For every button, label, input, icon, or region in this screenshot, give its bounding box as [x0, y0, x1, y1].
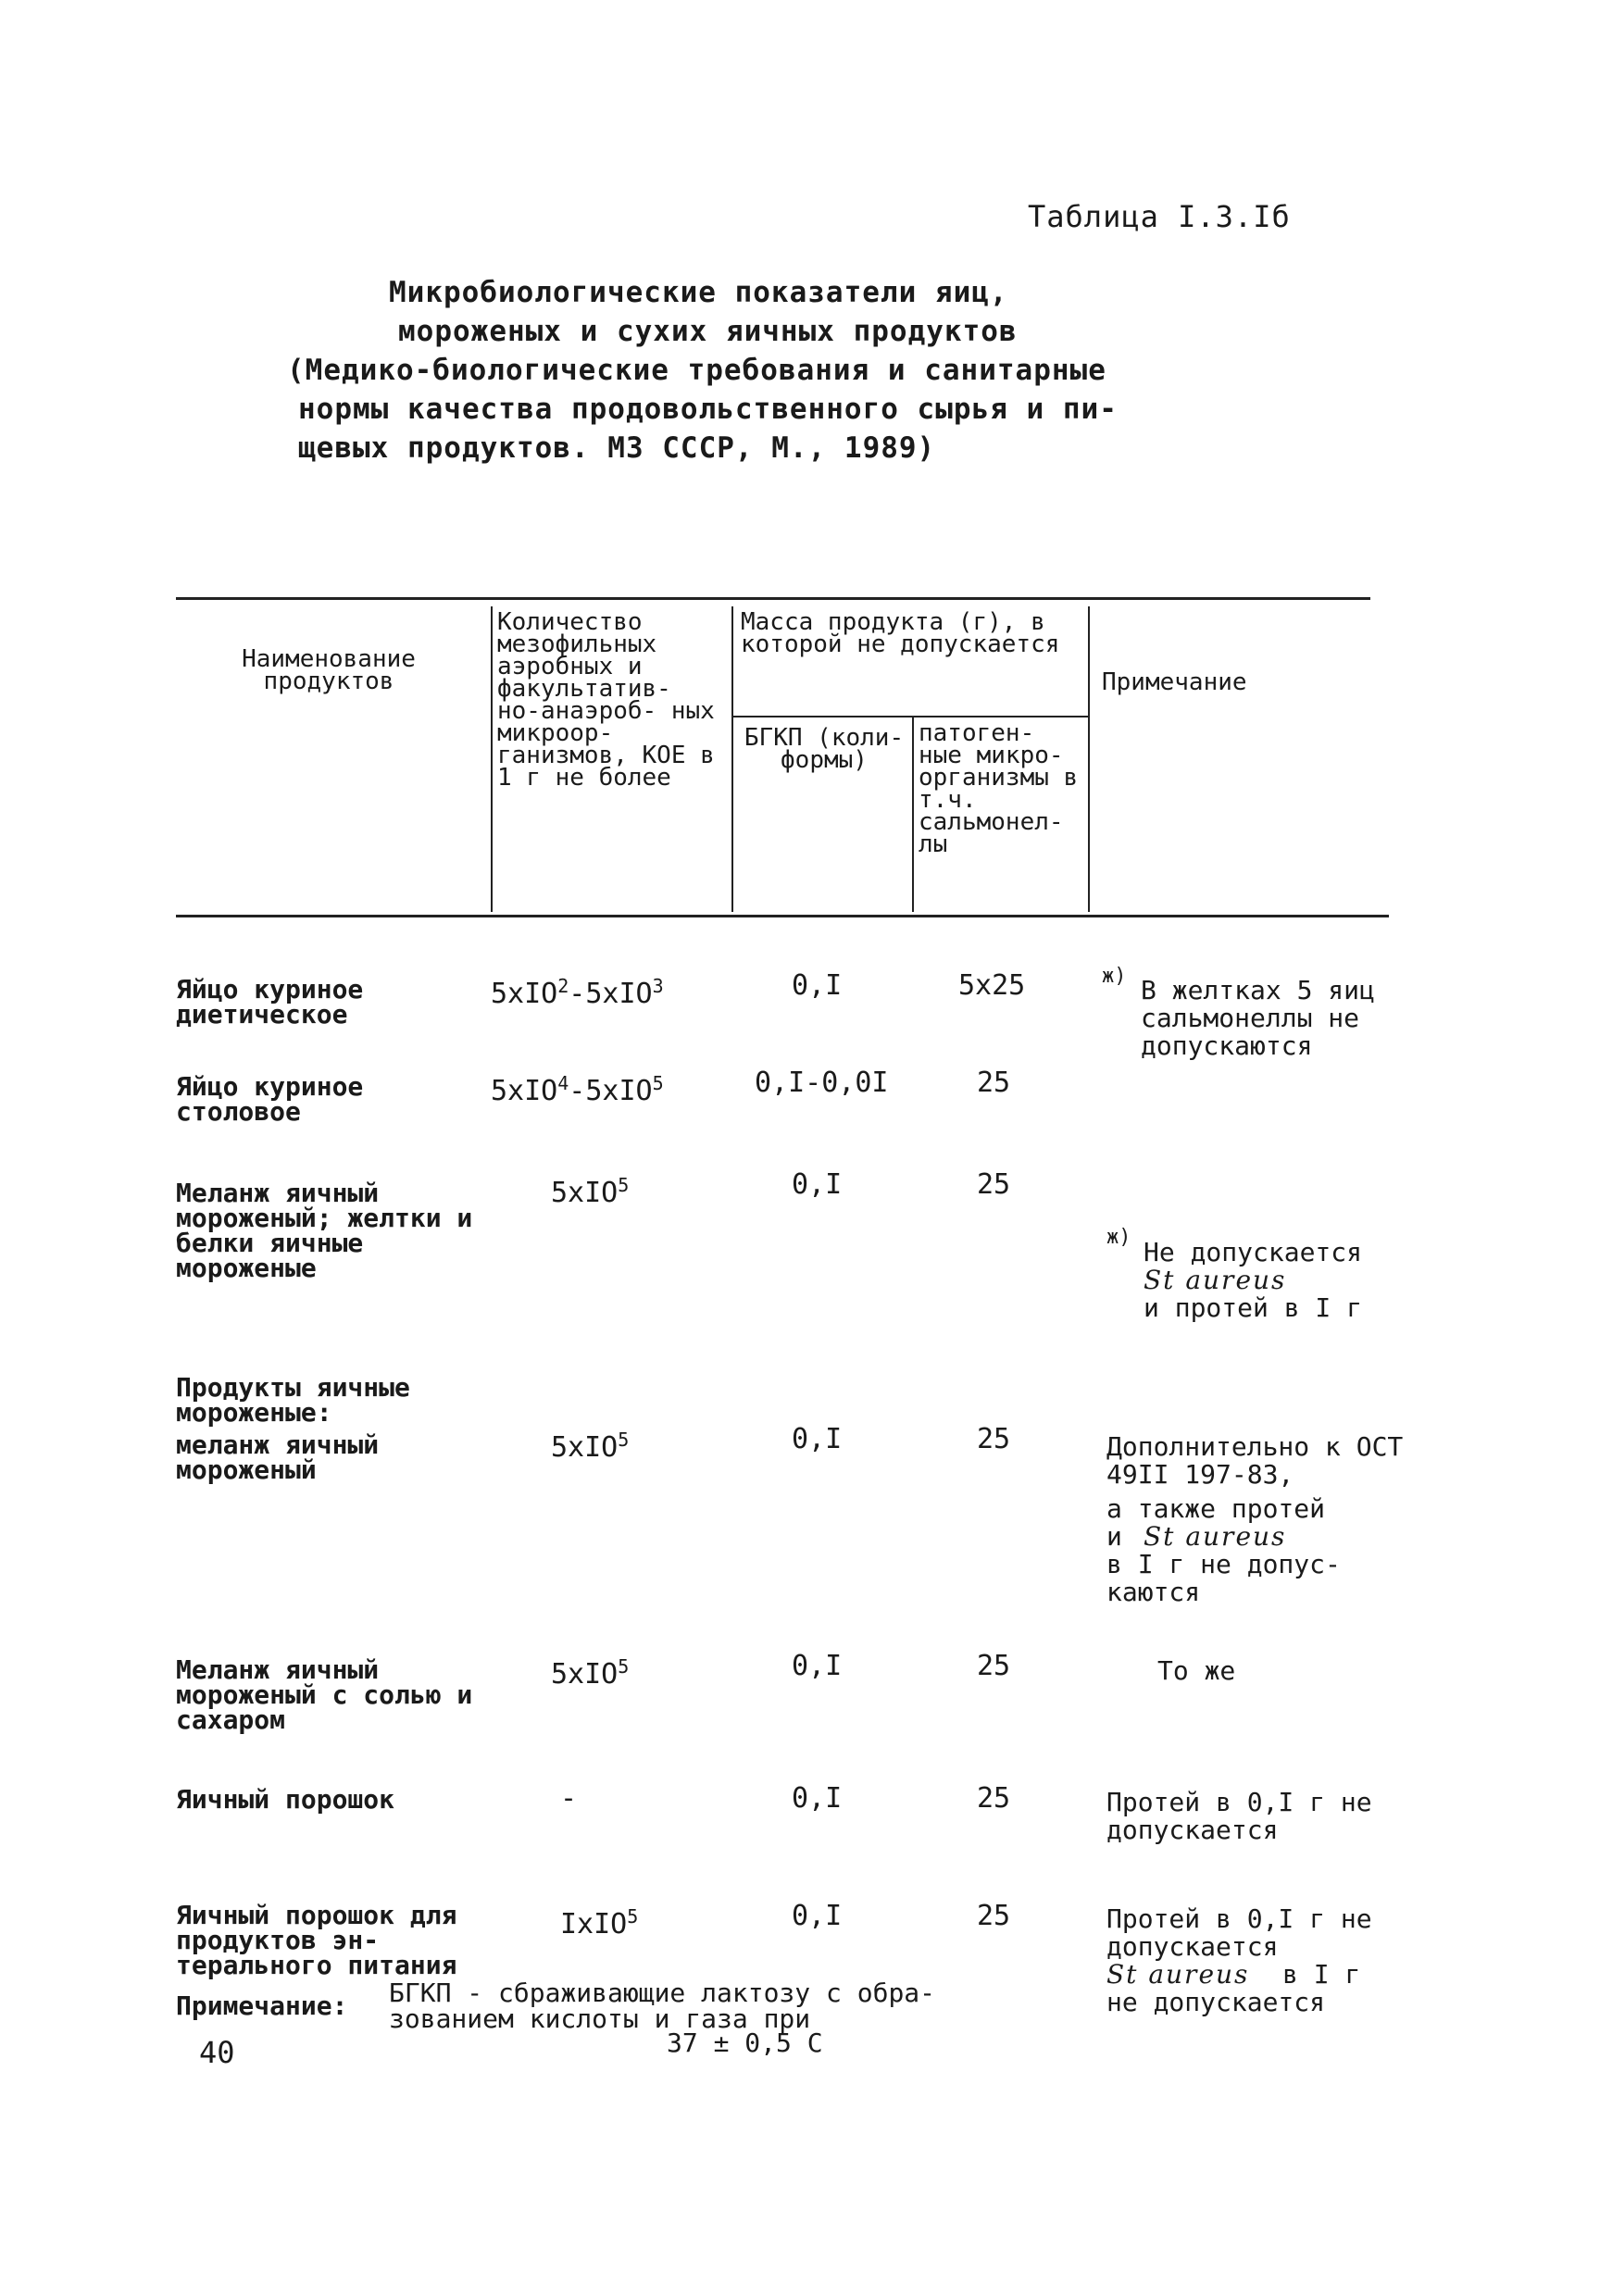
row-note: То же: [1157, 1655, 1236, 1686]
row-product-name: Продукты яичные мороженые:: [176, 1372, 410, 1428]
header-count: Количество мезофильных аэробных и факультатив- но-анаэроб- ных микроор- ганизмов, КОЕ в 1 г не более: [497, 608, 715, 792]
row-count: -: [560, 1782, 578, 1815]
row-pathogens: 25: [977, 1650, 1011, 1682]
footer-text: БГКП - сбраживающие лактозу с обра-: [389, 1978, 936, 2008]
header-pathogens: патоген- ные микро- организмы в т.ч. сальмонел- лы: [919, 719, 1079, 858]
row-note: не допускается: [1106, 1987, 1326, 2017]
mass-subheader-rule: [731, 716, 1090, 718]
row-product-name: Яйцо куриное диетическое: [176, 974, 364, 1029]
title-line: (Медико-биологические требования и санитарные: [287, 354, 1106, 387]
row-note: Дополнительно к ОСТ 49II 197-83,: [1106, 1431, 1404, 1490]
column-divider: [1088, 606, 1090, 912]
row-pathogens: 25: [977, 1067, 1011, 1099]
row-note-organism: St aureus: [1144, 1521, 1287, 1552]
title-line: мороженых и сухих яичных продуктов: [398, 315, 1018, 348]
row-count: 5xIO$^5$: [551, 1429, 630, 1464]
column-divider: [912, 718, 914, 912]
table-top-rule: [176, 597, 1370, 600]
header-notes: Примечание: [1102, 668, 1247, 696]
row-pathogens: 25: [977, 1782, 1011, 1815]
row-count: 5xIO$^5$: [551, 1655, 630, 1691]
row-note-marker: ж): [1102, 965, 1127, 988]
title-line: щевых продуктов. МЗ СССР, М., 1989): [298, 431, 936, 465]
row-bgkp: 0,I: [792, 1423, 843, 1455]
row-product-name: Яичный порошок для продуктов эн- терального питания: [176, 1900, 457, 1980]
row-product-name: Меланж яичный мороженый; желтки и белки яичные мороженые: [176, 1178, 473, 1283]
row-bgkp: 0,I: [792, 1900, 843, 1932]
row-note: Не допускается: [1144, 1237, 1363, 1267]
row-product-name: Яйцо куриное столовое: [176, 1071, 364, 1127]
table-label: Таблица I.3.Iб: [1028, 199, 1291, 234]
row-note-organism: St aureus: [1144, 1265, 1287, 1295]
footer-label: Примечание:: [176, 1990, 348, 2021]
column-divider: [731, 606, 733, 912]
row-note: Протей в 0,I г не допускается: [1106, 1787, 1372, 1845]
row-product-name: Меланж яичный мороженый с солью и сахаром: [176, 1654, 473, 1735]
row-note: Протей в 0,I г не допускается: [1106, 1903, 1372, 1962]
row-bgkp: 0,I: [792, 969, 843, 1002]
row-pathogens: 25: [977, 1423, 1011, 1455]
header-name: Наименование продуктов: [242, 645, 416, 695]
row-pathogens: 25: [977, 1900, 1011, 1932]
row-bgkp: 0,I: [792, 1650, 843, 1682]
row-note-organism: St aureus: [1106, 1959, 1250, 1990]
row-count: 5xIO$^5$: [551, 1174, 630, 1209]
row-pathogens: 5x25: [958, 969, 1026, 1002]
row-note: а также протей: [1106, 1493, 1326, 1524]
page-number: 40: [199, 2035, 235, 2070]
footer-text: зованием кислоты и газа при: [389, 2003, 811, 2034]
table-header-bottom-rule: [176, 915, 1389, 917]
row-product-name: меланж яичный мороженый: [176, 1429, 380, 1485]
row-product-name: Яичный порошок: [176, 1784, 395, 1815]
row-pathogens: 25: [977, 1168, 1011, 1201]
row-count: IxIO$^5$: [560, 1905, 639, 1940]
row-note: и протей в I г: [1144, 1292, 1363, 1323]
row-note: В желтках 5 яиц сальмонеллы не допускаются: [1141, 975, 1375, 1061]
column-divider: [491, 606, 493, 912]
row-bgkp: 0,I-0,0I: [755, 1067, 889, 1099]
title-line: нормы качества продовольственного сырья и пи-: [298, 393, 1118, 426]
header-mass: Масса продукта (г), в которой не допускается: [741, 608, 1060, 658]
row-bgkp: 0,I: [792, 1782, 843, 1815]
footer-temperature: 37 ± 0,5 С: [667, 2028, 823, 2058]
row-count: 5xIO$^2$-5xIO$^3$: [491, 975, 664, 1010]
table-title: [278, 273, 1204, 468]
title-line: Микробиологические показатели яиц,: [389, 276, 1008, 309]
row-bgkp: 0,I: [792, 1168, 843, 1201]
header-bgkp: БГКП (коли- формы): [744, 724, 905, 774]
row-count: 5xIO$^4$-5xIO$^5$: [491, 1072, 664, 1107]
row-note-marker: ж): [1106, 1226, 1131, 1249]
row-note-conj: и: [1106, 1521, 1122, 1552]
row-note: в I г не допус- каются: [1106, 1549, 1341, 1607]
row-note: в I г: [1282, 1959, 1361, 1990]
